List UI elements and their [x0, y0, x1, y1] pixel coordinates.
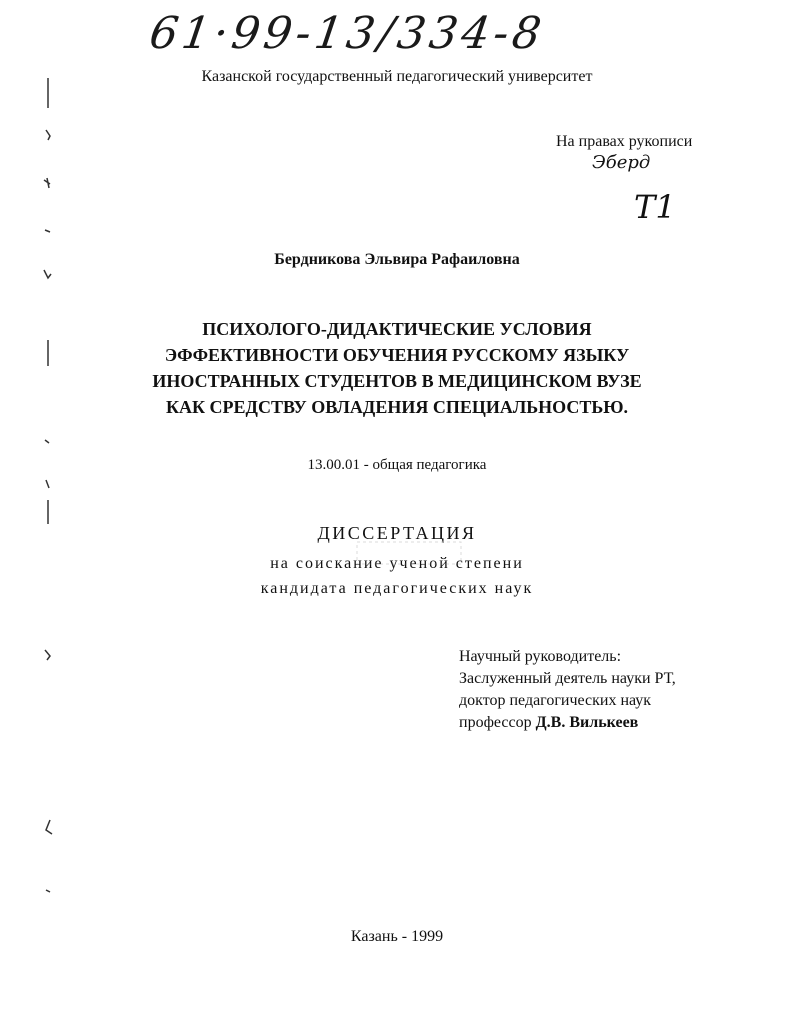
- handwritten-archive-code: 61·99-13/334-8: [146, 8, 549, 59]
- title-line: ЭФФЕКТИВНОСТИ ОБУЧЕНИЯ РУССКОМУ ЯЗЫКУ: [164, 345, 630, 365]
- manuscript-rights-label: На правах рукописи: [556, 133, 693, 150]
- degree-line: на соискание ученой степени: [270, 555, 524, 572]
- university-name: Казанской государственный педагогический университет: [201, 68, 593, 85]
- dissertation-title: [0, 316, 794, 420]
- advisor-position: [459, 712, 676, 734]
- advisor-title: Заслуженный деятель науки РТ,: [459, 670, 676, 687]
- title-line: КАК СРЕДСТВУ ОВЛАДЕНИЯ СПЕЦИАЛЬНОСТЬЮ.: [165, 397, 629, 417]
- scan-margin-noise: [36, 60, 76, 930]
- scientific-advisor: [459, 646, 676, 734]
- faint-stamp-mark: [355, 538, 465, 568]
- advisor-rank: профессор: [459, 714, 532, 731]
- degree-line: кандидата педагогических наук: [260, 580, 534, 597]
- advisor-label: Научный руководитель:: [459, 648, 622, 665]
- document-type: ДИССЕРТАЦИЯ: [317, 523, 477, 543]
- handwritten-signature: Эберд: [592, 152, 651, 173]
- advisor-name: Д.В. Вилькеев: [535, 714, 639, 731]
- advisor-degree: доктор педагогических наук: [459, 692, 652, 709]
- city-year: Казань - 1999: [350, 928, 444, 945]
- title-line: ИНОСТРАННЫХ СТУДЕНТОВ В МЕДИЦИНСКОМ ВУЗЕ: [152, 371, 642, 391]
- specialty-code: 13.00.01 - общая педагогика: [307, 457, 487, 473]
- handwritten-mark: Т1: [634, 188, 676, 226]
- title-line: ПСИХОЛОГО-ДИДАКТИЧЕСКИЕ УСЛОВИЯ: [202, 319, 592, 339]
- author-name: Бердникова Эльвира Рафаиловна: [274, 251, 520, 268]
